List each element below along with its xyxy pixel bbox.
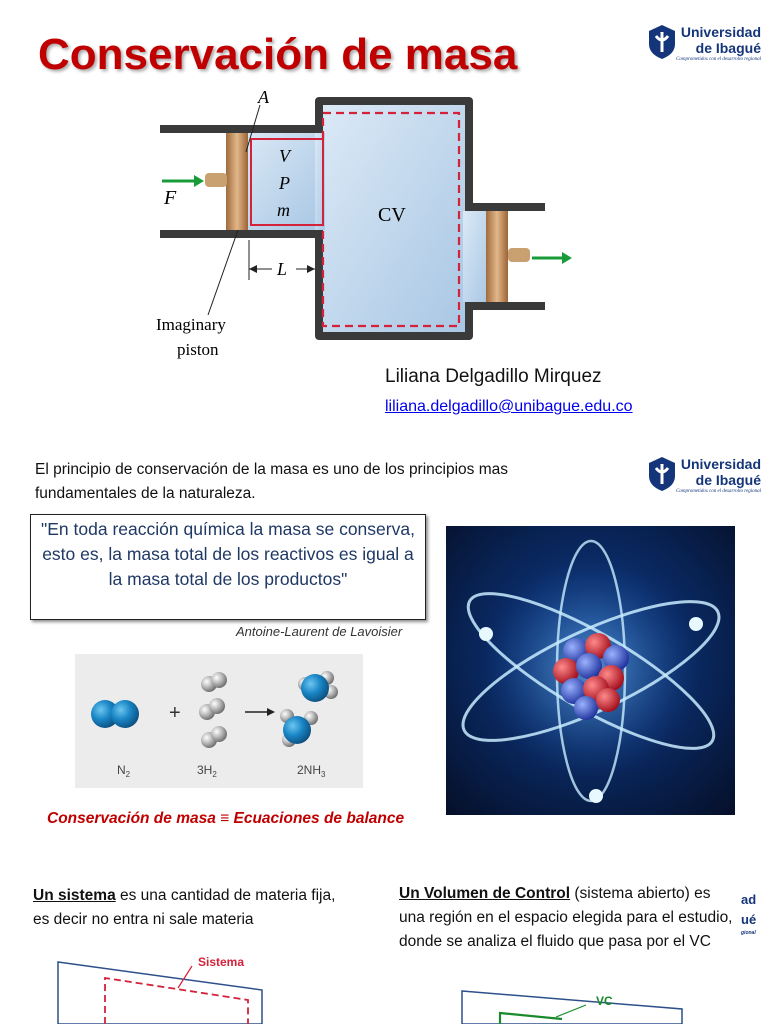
- vc-plane: [462, 991, 682, 1024]
- reaction-molecules: [75, 654, 363, 788]
- nitrogen-atom: [111, 700, 139, 728]
- label-l: L: [277, 259, 288, 279]
- quote-author: Antoine-Laurent de Lavoisier: [236, 624, 403, 639]
- logo-line-2: de Ibagué: [695, 472, 761, 488]
- vc-diagram: [452, 985, 692, 1024]
- atom-illustration: [446, 526, 735, 815]
- university-logo-2: [648, 456, 761, 494]
- sistema-text: es una cantidad de materia fija, es decir no entra ni sale materia: [33, 887, 336, 928]
- label-f: F: [164, 187, 177, 209]
- label-cv: CV: [378, 204, 406, 226]
- label-v: V: [279, 146, 290, 166]
- balance-statement: Conservación de masa ≡ Ecuaciones de balance: [47, 810, 405, 827]
- slide-title: Conservación de masa: [38, 30, 518, 79]
- right-pipe-bottom-wall: [465, 302, 545, 310]
- lavoisier-quote-box: [30, 514, 426, 620]
- sistema-label: Sistema: [198, 955, 245, 969]
- label-3h2: $3H_2$: [197, 763, 217, 779]
- logo-line-1: Universidad: [680, 24, 761, 40]
- author-name: Liliana Delgadillo Mirquez: [385, 366, 602, 387]
- left-pipe-bottom-wall: [160, 230, 320, 238]
- university-logo: [648, 24, 761, 62]
- sistema-diagram: [50, 950, 270, 1024]
- label-piston: piston: [177, 340, 219, 359]
- label-m: m: [277, 200, 290, 220]
- label-2nh3: $2NH_3$: [297, 763, 326, 779]
- logo-line-1: Universidad: [680, 456, 761, 472]
- right-pipe-top-wall: [465, 203, 545, 211]
- lavoisier-quote: "En toda reacción química la masa se conserva, esto es, la masa total de los reactivos es igual a la masa total de los productos": [41, 519, 415, 589]
- logo-tagline: Comprometidos con el desarrollo regional: [676, 57, 761, 62]
- reaction-illustration: [75, 654, 363, 788]
- logo-tagline: Comprometidos con el desarrollo regional: [676, 489, 761, 494]
- sistema-definition: [33, 884, 353, 932]
- left-piston-rod: [205, 173, 227, 187]
- electron: [589, 789, 603, 803]
- right-piston-rod: [508, 248, 530, 262]
- plus-sign: +: [169, 702, 181, 724]
- vc-heading: Un Volumen de Control: [399, 885, 571, 902]
- vc-label: VC: [596, 994, 613, 1008]
- vc-definition: [399, 882, 739, 954]
- left-pipe-top-wall: [160, 125, 320, 133]
- sistema-plane: [58, 962, 262, 1024]
- shield-icon: [648, 24, 676, 60]
- author-email-link[interactable]: liliana.delgadillo@unibague.edu.co: [385, 398, 633, 415]
- sistema-heading: Un sistema: [33, 887, 116, 904]
- logo-line-2: de Ibagué: [695, 40, 761, 56]
- logo-fragment: ad ué gional: [741, 892, 757, 936]
- right-piston: [486, 211, 508, 302]
- electron: [479, 627, 493, 641]
- hydrogen-molecules: [199, 672, 227, 748]
- label-p: P: [279, 173, 290, 193]
- left-piston: [226, 133, 248, 230]
- label-n2: $N_2$: [117, 763, 131, 779]
- ammonia-molecules: [280, 671, 338, 747]
- atom-image: [446, 526, 735, 815]
- shield-icon: [648, 456, 676, 492]
- label-imaginary: Imaginary: [156, 315, 226, 334]
- vc-text: (sistema abierto) es una región en el espacio elegida para el estudio, donde se analiza el fluido que pasa por el VC: [399, 885, 733, 950]
- label-a: A: [258, 87, 269, 107]
- intro-paragraph: El principio de conservación de la masa es uno de los principios mas fundamentales de la naturaleza.: [35, 461, 508, 502]
- electron: [689, 617, 703, 631]
- piston-diagram: [150, 80, 580, 365]
